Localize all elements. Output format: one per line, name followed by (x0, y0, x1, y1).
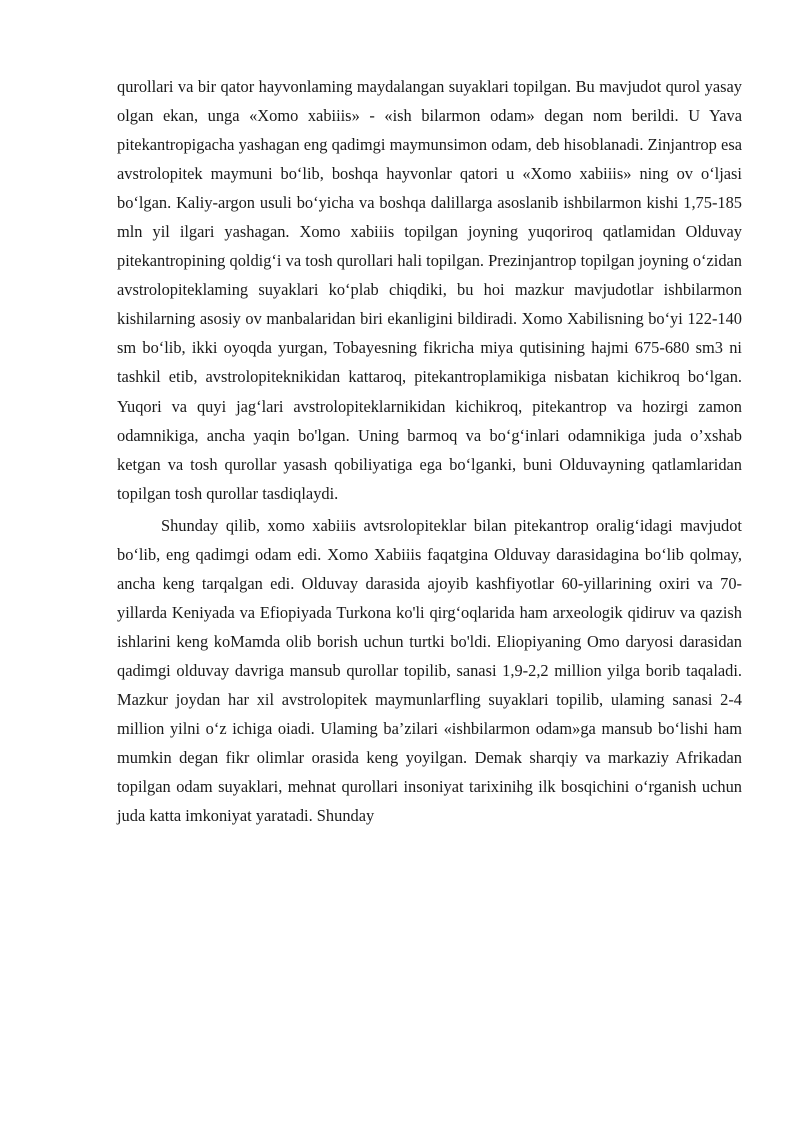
paragraph-2: Shunday qilib, xomo xabiiis avtsrolopiteklar bilan pitekantrop oralig‘idagi mavjudot bo‘lib, eng qadimgi odam edi. Xomo Xabiiis faqatgina Olduvay darasidagina bo‘lib qolmay, ancha keng tarqalgan edi. Olduvay darasida ajoyib kashfiyotlar 60-yillarining oxiri va 70-yillarda Keniyada va Efiopiyada Turkona ko'li qirg‘oqlarida ham arxeologik qidiruv va qazish ishlarini keng koMamda olib borish uchun turtki bo'ldi. Eliopiyaning Omo daryosi darasidan qadimgi olduvay davriga mansub qurollar topilib, sanasi 1,9-2,2 million yilga borib taqaladi. Mazkur joydan har xil avstrolopitek maymunlarfling suyaklari topilib, ulaming sanasi 2-4 million yilni o‘z ichiga oiadi. Ulaming ba’zilari «ishbilarmon odam»ga mansub bo‘lishi ham mumkin degan fikr olimlar orasida keng yoyilgan. Demak sharqiy va markaziy Afrikadan topilgan odam suyaklari, mehnat qurollari insoniyat tarixinihg ilk bosqichini o‘rganish uchun juda katta imkoniyat yaratadi. Shunday (117, 515, 742, 826)
paragraph-1: qurollari va bir qator hayvonlaming maydalangan suyaklari topilgan. Bu mavjudot qurol yasay olgan ekan, unga «Xomo xabiiis» - «ish bilarmon odam» degan nom berildi. U Yava pitekantropigacha yashagan eng qadimgi maymunsimon odam, deb hisoblanadi. Zinjantrop esa avstrolopitek maymuni bo‘lib, boshqa hayvonlar qatori u «Xomo xabiiis» ning ov o‘ljasi bo‘lgan. Kaliy-argon usuli bo‘yicha va boshqa dalillarga asoslanib ishbilarmon kishi 1,75-185 mln yil ilgari yashagan. Xomo xabiiis topilgan joyning yuqoriroq qatlamidan Olduvay pitekantropining qoldig‘i va tosh qurollari hali topilgan. Prezinjantrop topilgan joyning o‘zidan avstrolopiteklaming suyaklari ko‘plab chiqdiki, bu hoi mazkur mavjudotlar ishbilarmon kishilarning asosiy ov manbalaridan biri ekanligini bildiradi. Xomo Xabilisning bo‘yi 122-140 sm bo‘lib, ikki oyoqda yurgan, Tobayesning fikricha miya qutisining hajmi 675-680 sm3 ni tashkil etib, avstrolopiteknikidan kattaroq, pitekantroplamikiga nisbatan kichikroq bo‘lgan. Yuqori va quyi jag‘lari avstrolopiteklarnikidan kichikroq, pitekantrop va hozirgi zamon odamnikiga, ancha yaqin bo'lgan. Uning barmoq va bo‘g‘inlari odamnikiga juda o’xshab ketgan va tosh qurollar yasash qobiliyatiga ega bo‘lganki, buni Olduvayning qatlamlaridan topilgan tosh qurollar tasdiqlaydi. (117, 77, 742, 503)
document-page (117, 72, 742, 830)
